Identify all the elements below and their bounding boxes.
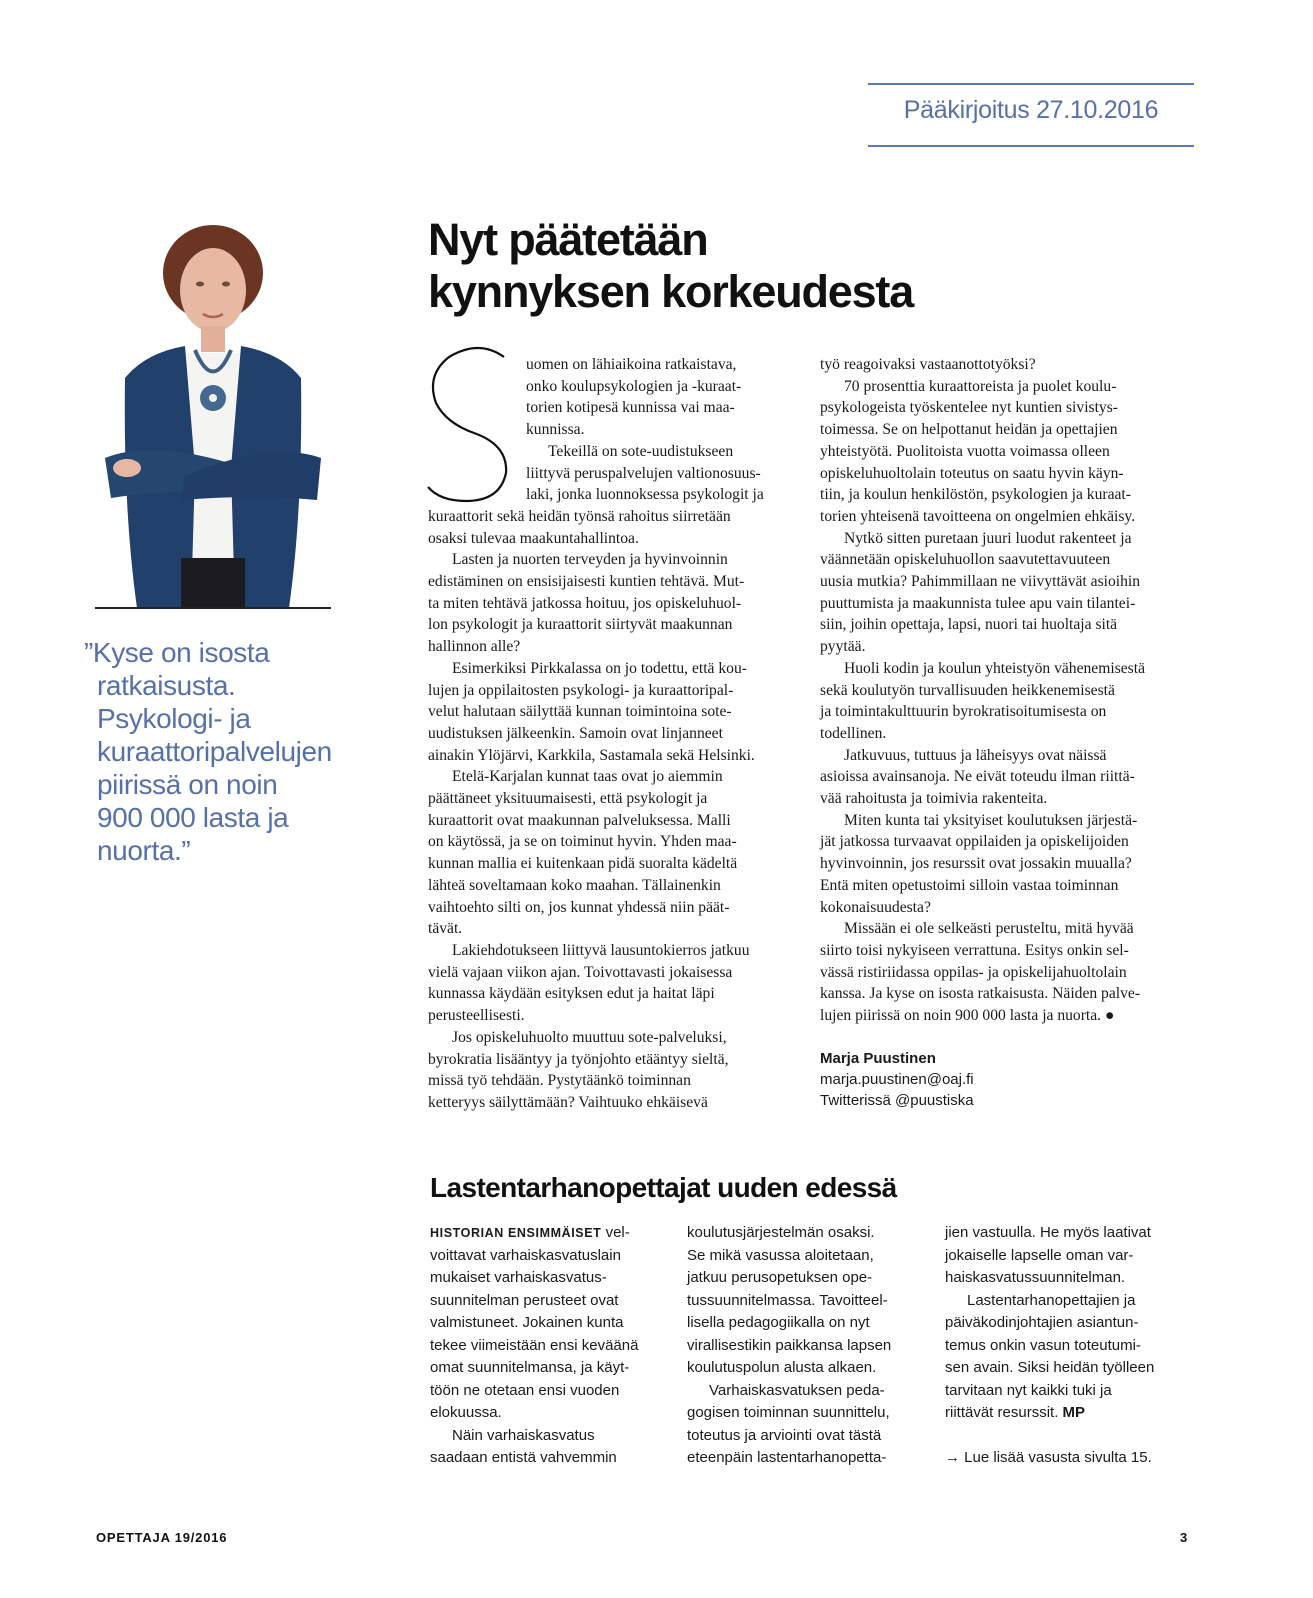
text-line: on käytössä, ja se on toiminut hyvin. Yhden maa- <box>428 833 737 851</box>
text-line: Varhaiskasvatuksen peda- <box>709 1381 885 1399</box>
text-line: yhteistyötä. Puolitoista vuotta voimassa olleen <box>820 442 1110 460</box>
text-line: tussuunnitelmassa. Tavoitteel- <box>687 1291 888 1309</box>
section-rule-top <box>868 83 1194 85</box>
text-line: tävät. <box>428 920 463 938</box>
news-byline: MP <box>1062 1404 1086 1421</box>
pull-quote-line: piirissä on noin <box>97 769 278 800</box>
text-line: ketteryys säilyttämään? Vaihtuuko ehkäisevä <box>428 1093 708 1111</box>
text-line: temus onkin vasun toteutumi- <box>945 1336 1141 1354</box>
text-line: toimessa. Se on helpottanut heidän ja opettajien <box>820 421 1118 439</box>
text-line: jatkuu perusopetuksen ope- <box>687 1269 873 1286</box>
news-column-1 <box>430 1222 638 1470</box>
text-line: kuraattorit sekä heidän työnsä rahoitus siirretään <box>428 507 731 525</box>
text-line: omat suunnitelmansa, ja käyt- <box>430 1359 630 1376</box>
text-line: valmistuneet. Jokainen kunta <box>430 1314 624 1331</box>
author-email[interactable]: marja.puustinen@oaj.fi <box>820 1071 974 1088</box>
text-line <box>945 1402 1154 1425</box>
text-line: todellinen. <box>820 724 887 742</box>
text-line: siin, joihin opettaja, lapsi, nuori tai huoltaja sitä <box>820 616 1118 634</box>
author-name: Marja Puustinen <box>820 1050 936 1067</box>
author-twitter: Twitterissä @puustiska <box>820 1092 974 1109</box>
text-line: lujen piirissä on noin 900 000 lasta ja nuorta. ● <box>820 1007 1115 1025</box>
text-line: asioissa avainsanoja. Ne eivät toteudu ilman riittä- <box>820 768 1135 786</box>
text-line: lon psykologit ja kuraattorit siirtyvät maakunnan <box>428 616 733 634</box>
text-line: jät jatkossa turvaavat oppilaiden ja opiskelijoiden <box>820 833 1129 851</box>
section-label: Pääkirjoitus 27.10.2016 <box>903 96 1159 124</box>
news-column-2 <box>687 1222 891 1470</box>
text-line: virallisestikin paikkansa lapsen <box>687 1336 892 1354</box>
news-headline: Lastentarhanopettajat uuden edessä <box>430 1172 897 1203</box>
text-line: kuraattorit ovat maakunnan palveluksessa. Malli <box>428 811 731 829</box>
text-line: suunnitelman perusteet ovat <box>430 1291 619 1309</box>
headline-line: kynnyksen korkeudesta <box>428 266 914 317</box>
text-line: Lakiehdotukseen liittyvä lausuntokierros jatkuu <box>452 941 750 959</box>
text-line: eteenpäin lastentarhanopetta- <box>687 1449 887 1466</box>
text-line: tiin, ja koulun henkilöstön, psykologien ja kuraat- <box>820 486 1131 504</box>
text-line: päiväkodinjohtajien asiantun- <box>945 1314 1139 1331</box>
text-line: Huoli kodin ja koulun yhteistyön vähenemisestä <box>844 659 1146 677</box>
text-line: Nytkö sitten puretaan juuri luodut rakenteet ja <box>844 529 1132 547</box>
pull-quote <box>84 636 384 867</box>
text-line: lujen ja oppilaitosten psykologi- ja kuraattoripal- <box>428 681 734 699</box>
text-line: kunnassa käydään esityksen edut ja haitat läpi <box>428 985 715 1003</box>
text-line: lisella pedagogiikalla on nyt <box>687 1314 870 1331</box>
text-line: töön ne otetaan ensi vuoden <box>430 1381 620 1399</box>
text-line: kanssa. Ja kyse on isosta ratkaisusta. Näiden palve- <box>820 985 1141 1003</box>
text-line: jien vastuulla. He myös laativat <box>945 1224 1151 1241</box>
text-line: onko koulupsykologien ja -kuraat- <box>526 377 742 395</box>
text-line: perusteellisesti. <box>428 1007 525 1025</box>
pull-quote-line: 900 000 lasta ja <box>97 802 289 833</box>
text-line: Esimerkiksi Pirkkalassa on jo todettu, että kou- <box>452 659 747 677</box>
text-line: tekee viimeistään ensi keväänä <box>430 1336 639 1354</box>
text-line: työ reagoivaksi vastaanottotyöksi? <box>820 356 1036 373</box>
editorial-column-right <box>820 354 1195 1027</box>
text-line: voittavat varhaiskasvatuslain <box>430 1246 621 1264</box>
pull-quote-line: kuraattoripalvelujen <box>97 736 332 767</box>
editorial-headline <box>428 214 1048 318</box>
text-line: sen avain. Siksi heidän työlleen <box>945 1359 1155 1376</box>
text-line: ainakin Ylöjärvi, Karkkila, Sastamala sekä Helsinki. <box>428 746 755 764</box>
text-line: Jos opiskeluhuolto muuttuu sote-palveluksi, <box>452 1028 727 1046</box>
text-line: Lasten ja nuorten terveyden ja hyvinvoinnin <box>452 551 728 569</box>
text-line: vaihtoehto silti on, jos kunnat yhdessä niin päät- <box>428 898 730 916</box>
text-line: liittyvä peruspalvelujen valtionosuus- <box>526 464 761 482</box>
page-number: 3 <box>1180 1530 1188 1545</box>
text-line: hyvinvoinnin, jos resurssit ovat jossakin muualla? <box>820 855 1132 873</box>
text-line: torien kotipesä kunnissa vai maa- <box>526 399 735 417</box>
text-line: gogisen toiminnan suunnittelu, <box>687 1404 890 1421</box>
text-line: uusia mutkia? Pahimmillaan ne viivyttävät asioihin <box>820 573 1141 591</box>
text-line: Lastentarhanopettajien ja <box>967 1291 1136 1309</box>
text-fragment: riittävät resurssit. <box>945 1404 1063 1421</box>
pull-quote-line: ratkaisusta. <box>97 670 236 701</box>
text-line: mukaiset varhaiskasvatus- <box>430 1269 607 1286</box>
text-line: laki, jonka luonnoksessa psykologit ja <box>526 486 764 504</box>
editorial-column-left <box>428 354 798 1114</box>
portrait-photo <box>95 218 331 608</box>
pull-quote-line: nuorta.” <box>97 835 191 866</box>
text-line: väännetään opiskeluhuollon saavutettavuuteen <box>820 551 1111 569</box>
section-rule-bottom <box>868 145 1194 147</box>
text-line: Etelä-Karjalan kunnat taas ovat jo aiemmin <box>452 768 723 786</box>
text-line: siirto toisi nykyiseen verrattuna. Esitys onkin sel- <box>820 941 1129 959</box>
text-line: psykologeista työskentelee nyt kuntien sivistys- <box>820 399 1118 417</box>
text-line: tarvitaan nyt kaikki tuki ja <box>945 1381 1112 1399</box>
text-line: vää rahoitusta ja toimivia rakenteita. <box>820 790 1048 808</box>
pull-quote-line: ”Kyse on isosta <box>84 637 270 668</box>
text-line: haiskasvatussuunnitelman. <box>945 1269 1126 1286</box>
text-line: opiskeluhuoltolain toteutus on saatu hyvin käyn- <box>820 464 1124 482</box>
text-line: Miten kunta tai yksityiset koulutuksen järjestä- <box>844 811 1138 829</box>
text-line: puuttumista ja maakunnista tulee apu vain tilantei- <box>820 594 1136 612</box>
text-line: osaksi tulevaa maakuntahallintoa. <box>428 529 639 547</box>
text-line: Näin varhaiskasvatus <box>452 1426 595 1444</box>
text-line: saadaan entistä vahvemmin <box>430 1449 617 1466</box>
text-line: elokuussa. <box>430 1404 502 1421</box>
text-line: velut halutaan säilyttää kunnan toimintoina sote- <box>428 703 732 721</box>
text-line: edistäminen on ensisijaisesti kuntien tehtävä. Mut- <box>428 573 745 591</box>
text-line: koulutuspolun alusta alkaen. <box>687 1359 877 1376</box>
text-line: kokonaisuudesta? <box>820 898 931 916</box>
text-line: uomen on lähiaikoina ratkaistava, <box>526 356 737 373</box>
author-signature <box>820 1048 974 1111</box>
portrait-divider <box>95 607 331 609</box>
text-line: Tekeillä on sote-uudistukseen <box>548 442 734 460</box>
publication-footer: OPETTAJA 19/2016 <box>96 1530 228 1545</box>
headline-line: Nyt päätetään <box>428 214 708 265</box>
text-line: kunnissa. <box>526 421 585 439</box>
text-line: sekä koulutyön turvallisuuden heikkenemisestä <box>820 681 1115 699</box>
text-line: 70 prosenttia kuraattoreista ja puolet koulu- <box>844 377 1117 395</box>
text-line: lähteä soveltamaan koko maahan. Tällainenkin <box>428 876 721 894</box>
text-line: torien yhteisenä tavoitteena on ongelmien ehkäisy. <box>820 507 1136 525</box>
text-line: kunnan mallia ei kuitenkaan pidä suoralta kädeltä <box>428 855 738 873</box>
spacer <box>945 1425 1154 1448</box>
news-kicker: HISTORIAN ENSIMMÄISET <box>430 1226 602 1240</box>
text-line: toteutus ja arviointi ovat tästä <box>687 1426 882 1444</box>
text-line: Entä miten opetustoimi silloin vastaa toiminnan <box>820 876 1119 894</box>
text-line: hallinnon alle? <box>428 638 521 656</box>
text-line: ta miten tehtävä jatkossa hoituu, jos opiskeluhuol- <box>428 594 742 612</box>
text-line: Jatkuvuus, tuttuus ja läheisyys ovat näissä <box>844 746 1107 764</box>
text-line <box>430 1222 638 1245</box>
news-column-3 <box>945 1222 1154 1470</box>
text-line: päättäneet yksituumaisesti, että psykologit ja <box>428 790 708 808</box>
text-line: vässä ristiriidassa oppilas- ja opiskelijahuoltolain <box>820 963 1127 981</box>
text-line: missä työ tehdään. Pystytäänkö toiminnan <box>428 1072 691 1090</box>
read-more-link[interactable]: → Lue lisää vasusta sivulta 15. <box>945 1449 1152 1466</box>
text-line: koulutusjärjestelmän osaksi. <box>687 1224 875 1241</box>
pull-quote-line: Psykologi- ja <box>97 703 251 734</box>
text-line: uudistuksen jälkeenkin. Samoin ovat linjanneet <box>428 724 723 742</box>
text-line: ja toimintakulttuurin byrokratisoitumisesta on <box>820 703 1107 721</box>
text-line: byrokratia lisääntyy ja työnjohto etääntyy sieltä, <box>428 1050 729 1068</box>
text-line: vielä vajaan viikon ajan. Toivottavasti jokaisessa <box>428 963 733 981</box>
text-line: Se mikä vasussa aloitetaan, <box>687 1246 874 1264</box>
text-fragment: vel- <box>601 1224 630 1241</box>
text-line: pyytää. <box>820 638 866 656</box>
text-line: Missään ei ole selkeästi perusteltu, mitä hyvää <box>844 920 1134 938</box>
text-line: jokaiselle lapselle oman var- <box>945 1246 1134 1264</box>
